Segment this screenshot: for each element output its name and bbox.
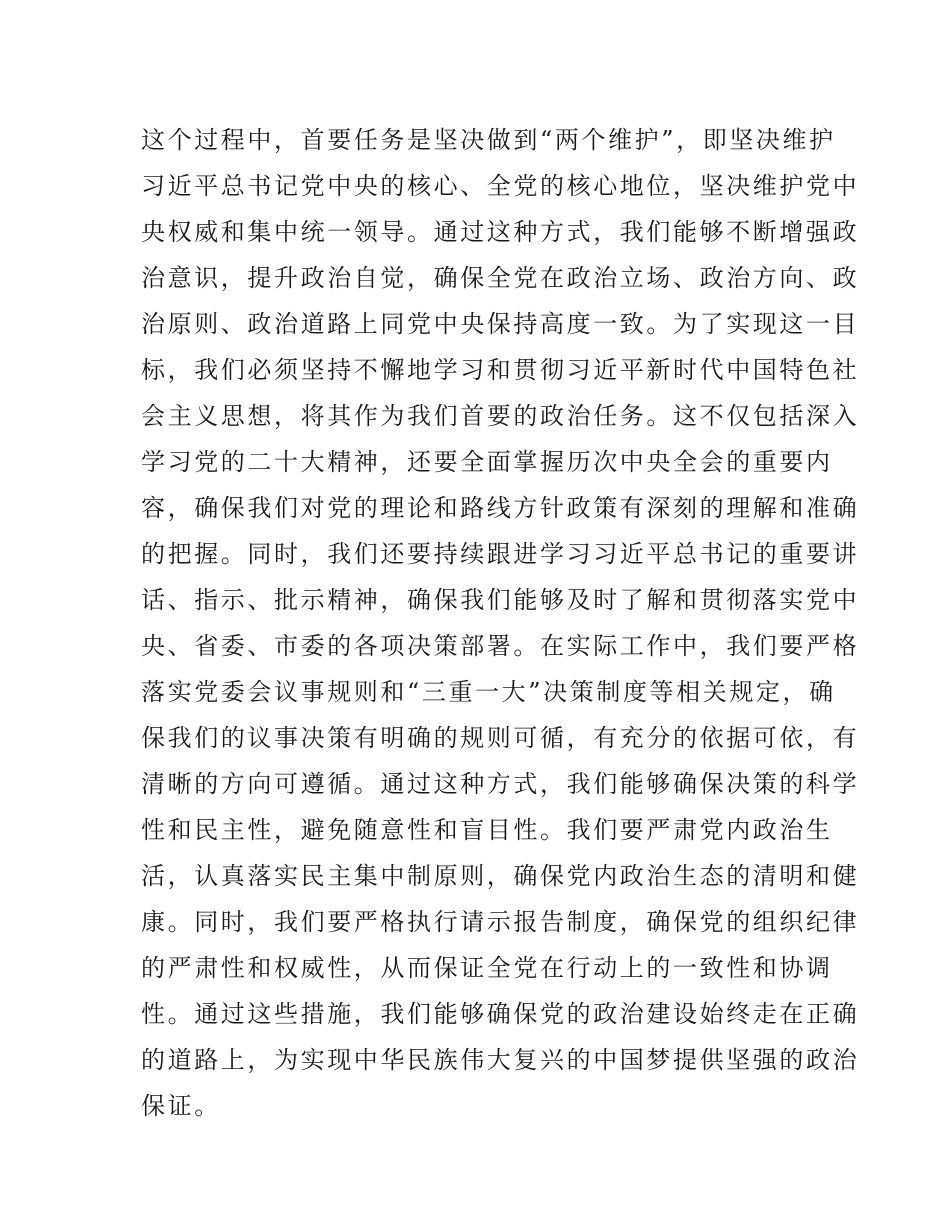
text-line: 标，我们必须坚持不懈地学习和贯彻习近平新时代中国特色社 — [141, 356, 860, 384]
text-line: 治原则、政治道路上同党中央保持高度一致。为了实现这一目 — [141, 310, 860, 338]
text-line: 清晰的方向可遵循。通过这种方式，我们能够确保决策的科学 — [141, 770, 860, 798]
text-line: 学习党的二十大精神，还要全面掌握历次中央全会的重要内 — [141, 448, 833, 476]
text-line: 保证。 — [141, 1092, 221, 1120]
text-line: 央、省委、市委的各项决策部署。在实际工作中，我们要严格 — [141, 632, 860, 660]
text-line: 性和民主性，避免随意性和盲目性。我们要严肃党内政治生 — [141, 816, 833, 844]
text-line: 习近平总书记党中央的核心、全党的核心地位，坚决维护党中 — [141, 172, 860, 200]
text-line: 会主义思想，将其作为我们首要的政治任务。这不仅包括深入 — [141, 402, 860, 430]
text-line: 这个过程中，首要任务是坚决做到“两个维护”，即坚决维护 — [141, 126, 836, 154]
text-line: 保我们的议事决策有明确的规则可循，有充分的依据可依，有 — [141, 724, 860, 752]
text-line: 的严肃性和权威性，从而保证全党在行动上的一致性和协调 — [141, 954, 833, 982]
text-line: 央权威和集中统一领导。通过这种方式，我们能够不断增强政 — [141, 218, 860, 246]
text-line: 活，认真落实民主集中制原则，确保党内政治生态的清明和健 — [141, 862, 860, 890]
body-paragraph — [141, 117, 860, 1129]
text-line: 容，确保我们对党的理论和路线方针政策有深刻的理解和准确 — [141, 494, 860, 522]
text-line: 治意识，提升政治自觉，确保全党在政治立场、政治方向、政 — [141, 264, 860, 292]
text-line: 的道路上，为实现中华民族伟大复兴的中国梦提供坚强的政治 — [141, 1046, 860, 1074]
text-line: 性。通过这些措施，我们能够确保党的政治建设始终走在正确 — [141, 1000, 860, 1028]
text-line: 落实党委会议事规则和“三重一大”决策制度等相关规定，确 — [141, 678, 836, 706]
text-line: 康。同时，我们要严格执行请示报告制度，确保党的组织纪律 — [141, 908, 860, 936]
text-line: 话、指示、批示精神，确保我们能够及时了解和贯彻落实党中 — [141, 586, 860, 614]
text-line: 的把握。同时，我们还要持续跟进学习习近平总书记的重要讲 — [141, 540, 860, 568]
